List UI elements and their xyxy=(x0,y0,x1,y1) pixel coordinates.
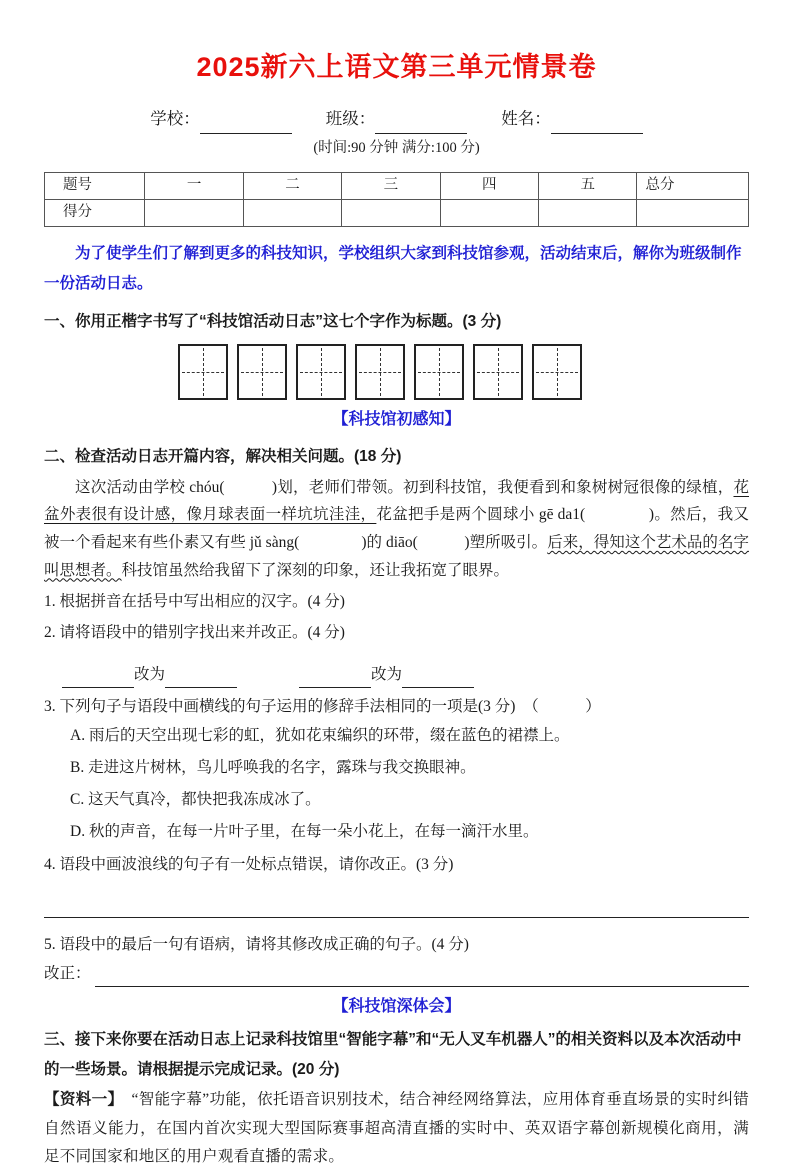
class-blank[interactable] xyxy=(375,113,467,134)
tianzige-cell[interactable] xyxy=(296,344,346,400)
question-5: 5. 语段中的最后一句有语病，请将其修改成正确的句子。(4 分) xyxy=(44,935,469,953)
score-entry-cell[interactable] xyxy=(637,199,749,226)
score-header-cell: 题号 xyxy=(45,172,145,199)
score-table-header-row xyxy=(45,172,749,199)
q2-blank-field[interactable] xyxy=(165,668,237,688)
score-entry-cell[interactable] xyxy=(145,199,243,226)
score-header-cell: 五 xyxy=(539,172,637,199)
passage-segment-normal: 花盆把手是两个圆球小 gē da1( )。然后，我又被一个看起来有些仆素又有些 jǔ sàng( )的 diāo( )塑所吸引。 xyxy=(44,506,749,551)
material-1-text: “智能字幕”功能，依托语音识别技术，结合神经网络算法，应用体育垂直场景的实时纠错自然语义能力，在国内首次实现大型国际赛事超高清直播的实时中、英双语字幕创新规模化商用，满足不同国家和地区的用户观看直播的需求。 xyxy=(44,1091,749,1166)
intro-paragraph: 为了使学生们了解到更多的科技知识，学校组织大家到科技馆参观，活动结束后，解你为班级制作一份活动日志。 xyxy=(44,244,742,292)
q2-blanks-row xyxy=(62,661,749,688)
exam-page xyxy=(0,44,793,1172)
school-label: 学校： xyxy=(150,109,200,129)
score-entry-cell[interactable] xyxy=(539,199,637,226)
question-3: 3. 下列句子与语段中画横线的句子运用的修辞手法相同的一项是(3 分) （ ） xyxy=(44,697,601,715)
tianzige-cell[interactable] xyxy=(355,344,405,400)
score-table-score-row xyxy=(45,199,749,226)
q2-connector-label: 改为 xyxy=(134,665,166,683)
q2-blank-field[interactable] xyxy=(62,668,134,688)
score-header-cell: 四 xyxy=(440,172,538,199)
option-c: C. 这天气真冷，都快把我冻成冰了。 xyxy=(70,790,321,808)
section1-heading: 一、你用正楷字书写了“科技馆活动日志”这七个字作为标题。(3 分) xyxy=(44,312,502,330)
question-1: 1. 根据拼音在括号中写出相应的汉字。(4 分) xyxy=(44,593,345,611)
tianzige-cell[interactable] xyxy=(414,344,464,400)
score-row-label: 得分 xyxy=(45,199,145,226)
option-b: B. 走进这片树林，鸟儿呼唤我的名字，露珠与我交换眼神。 xyxy=(70,759,476,777)
q5-correction-label: 改正： xyxy=(44,965,91,983)
passage-segment-normal: 这次活动由学校 chóu( )划，老师们带领。初到科技馆，我便看到和象树树冠很像的绿植， xyxy=(75,478,734,496)
passage-segment-normal: 科技馆虽然给我留下了深刻的印象，还让我拓宽了眼界。 xyxy=(121,561,510,579)
score-table xyxy=(44,172,749,227)
q4-answer-line[interactable] xyxy=(44,907,749,918)
tianzige-cell[interactable] xyxy=(532,344,582,400)
q5-answer-row xyxy=(44,960,749,987)
school-blank[interactable] xyxy=(200,113,292,134)
name-label: 姓名： xyxy=(501,109,551,129)
option-d: D. 秋的声音，在每一片叶子里，在每一朵小花上，在每一滴汗水里。 xyxy=(70,822,539,840)
class-label: 班级： xyxy=(325,109,376,129)
tianzige-cell[interactable] xyxy=(473,344,523,400)
passage xyxy=(44,474,749,584)
tianzige-cell[interactable] xyxy=(178,344,228,400)
banner-first-impression: 【科技馆初感知】 xyxy=(332,411,461,429)
score-entry-cell[interactable] xyxy=(440,199,538,226)
q3-options xyxy=(70,720,749,847)
time-info: (时间:90 分钟 满分:100 分) xyxy=(313,140,480,157)
score-header-cell: 一 xyxy=(145,172,243,199)
score-entry-cell[interactable] xyxy=(342,199,440,226)
class-field xyxy=(326,105,468,134)
banner-deep-experience: 【科技馆深体会】 xyxy=(332,998,461,1016)
material-1-paragraph xyxy=(44,1086,749,1172)
q2-blank-field[interactable] xyxy=(402,668,474,688)
option-a: A. 雨后的天空出现七彩的虹，犹如花束编织的环带，缀在蓝色的裙襟上。 xyxy=(70,727,570,745)
tianzige-cell[interactable] xyxy=(237,344,287,400)
question-4: 4. 语段中画波浪线的句子有一处标点错误，请你改正。(3 分) xyxy=(44,856,454,874)
passage-segment-underline: 花盆外表很有设计感，像月球表面一样坑坑洼洼， xyxy=(44,478,749,524)
writing-grid xyxy=(178,344,749,400)
material-1-label: 【资料一】 xyxy=(44,1091,116,1109)
q2-blank-field[interactable] xyxy=(299,668,371,688)
question-2: 2. 请将语段中的错别字找出来并改正。(4 分) xyxy=(44,624,345,642)
section2-heading: 二、检查活动日志开篇内容，解决相关问题。(18 分) xyxy=(44,448,402,466)
score-header-cell: 三 xyxy=(342,172,440,199)
student-info-row xyxy=(44,105,749,134)
page-title: 2025新六上语文第三单元情景卷 xyxy=(196,52,597,82)
passage-segment-wavy: 后来，得知这个艺术品的名字叫思想者。 xyxy=(44,533,749,579)
school-field xyxy=(150,105,292,134)
name-blank[interactable] xyxy=(551,113,643,134)
score-header-cell: 二 xyxy=(243,172,341,199)
section3-heading: 三、接下来你要在活动日志上记录科技馆里“智能字幕”和“无人叉车机器人”的相关资料以及本次活动中的一些场景。请根据提示完成记录。(20 分) xyxy=(44,1031,742,1078)
name-field xyxy=(501,105,643,134)
score-entry-cell[interactable] xyxy=(243,199,341,226)
score-header-cell: 总分 xyxy=(637,172,749,199)
q2-connector-label: 改为 xyxy=(371,665,403,683)
q5-answer-line[interactable] xyxy=(95,966,749,987)
